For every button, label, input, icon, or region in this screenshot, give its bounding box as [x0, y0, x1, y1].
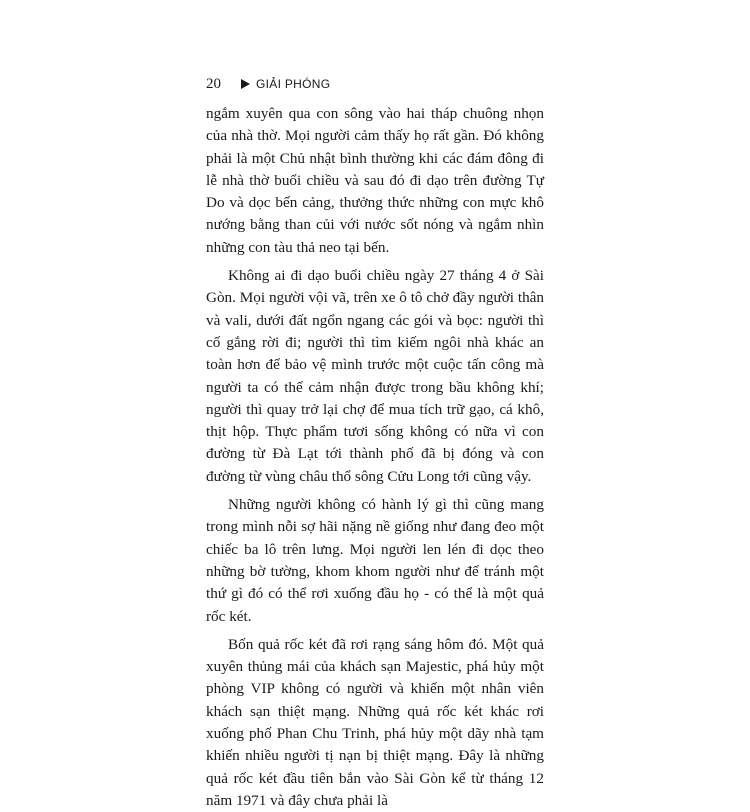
paragraph: Những người không có hành lý gì thì cũng mang trong mình nỗi sợ hãi nặng nề giống như đang đeo một chiếc ba lô trên lưng. Mọi người len lén đi dọc theo những bờ tường, khom khom người như để tránh một thứ gì đó có thể rơi xuống đầu họ - có thể là một quả rốc két.	[206, 496, 544, 625]
body-text	[206, 103, 544, 812]
paragraph: Không ai đi dạo buổi chiều ngày 27 tháng 4 ở Sài Gòn. Mọi người vội vã, trên xe ô tô chở đầy người thân và vali, dưới đất ngổn ngang các gói và bọc: người thì cố gắng rời đi; người thì tìm kiếm ngôi nhà khác an toàn hơn để bảo vệ mình trước một cuộc tấn công mà người ta có thể cảm nhận được trong bầu không khí; người thì quay trở lại chợ để mua tích trữ gạo, cá khô, thịt hộp. Thực phẩm tươi sống không có nữa vì con đường từ Đà Lạt tới thành phố đã bị đóng và con đường từ vùng châu thổ sông Cửu Long tới cũng vậy.	[206, 267, 544, 485]
arrow-right-icon	[241, 79, 250, 89]
chapter-title: GIẢI PHÓNG	[256, 77, 331, 91]
paragraph-continuation: ngắm xuyên qua con sông vào hai tháp chuông nhọn của nhà thờ. Mọi người cảm thấy họ rất gần. Đó không phải là một Chủ nhật bình thường khi các đám đông đi lễ nhà thờ buổi chiều và sau đó đi dạo trên đường Tự Do và dọc bến cảng, thưởng thức những con mực khô nướng bằng than củi với nước sốt nóng và ngắm nhìn những con tàu thả neo tại bến.	[206, 105, 544, 256]
paragraph: Bốn quả rốc két đã rơi rạng sáng hôm đó. Một quả xuyên thủng mái của khách sạn Majestic, phá hủy một phòng VIP không có người và khiến một nhân viên khách sạn thiệt mạng. Những quả rốc két khác rơi xuống phố Phan Chu Trinh, phá hủy một dãy nhà tạm khiến nhiều người tị nạn bị thiệt mạng. Đây là những quả rốc két đầu tiên bắn vào Sài Gòn kể từ tháng 12 năm 1971 và đây chưa phải là	[206, 635, 544, 809]
running-head	[206, 74, 330, 94]
page-number: 20	[206, 75, 221, 92]
